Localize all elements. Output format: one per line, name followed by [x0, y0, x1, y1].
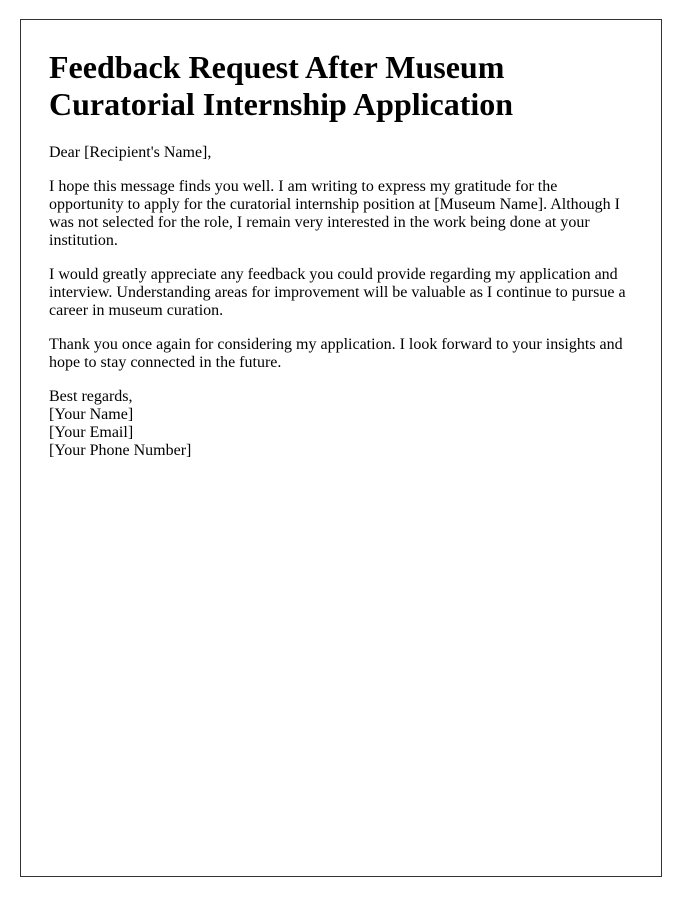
letter-title: Feedback Request After Museum Curatorial Internship Application: [49, 49, 514, 122]
signature-block: [49, 388, 631, 460]
letter-page: [20, 19, 662, 877]
signature-closing: Best regards,: [49, 388, 133, 405]
signature-email: [Your Email]: [49, 424, 134, 441]
signature-phone: [Your Phone Number]: [49, 442, 192, 459]
body-paragraph-3: Thank you once again for considering my application. I look forward to your insights and hope to stay connected in the future.: [49, 336, 623, 371]
body-paragraph-1: I hope this message finds you well. I am writing to express my gratitude for the opportunity to apply for the curatorial internship position at [Museum Name]. Although I was not selected for the role, I remain very interested in the work being done at your institution.: [49, 178, 621, 249]
signature-name: [Your Name]: [49, 406, 134, 423]
body-paragraph-2: I would greatly appreciate any feedback you could provide regarding my application and interview. Understanding areas for improvement will be valuable as I continue to pursue a career in museum curation.: [49, 266, 626, 319]
salutation: Dear [Recipient's Name],: [49, 144, 212, 161]
